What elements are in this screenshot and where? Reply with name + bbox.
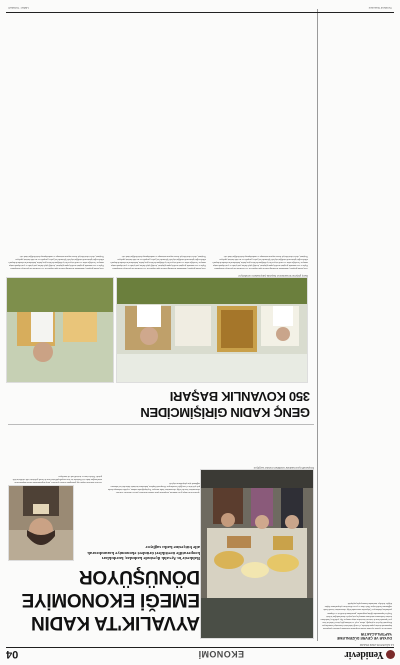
footer-rule xyxy=(6,12,394,13)
footer-right-note: Haber: Yenidevir xyxy=(8,6,29,10)
date-strip: 14 AĞUSTOS 2022 PAZAR xyxy=(359,643,394,647)
story2-caption: Genç girişimci kovanlarının başında çalışmalarını sürdürüyor. xyxy=(237,274,308,277)
story2-body-col2: Genç kadın girişimci, babasından devraldığı arıcılık işini büyüterek 350 kovanlık bir işletmeye dönüştürdü. Yayla ve ova arasında gezginci arıcılık yapan girişimci, ürettiği çiçek balını yurt içinde ve yurt dışında satışa sunuyor. Arıcılığın sabır ve emek isteyen bir iş olduğunu belirten genç kadın, kadınların bu alanda da başarılı olabileceğini göstermek istediğini söyledi. İşletmede bal, polen, propolis ve arı sütü üretimi yapılıyor. Girişimci, devlet destekleriyle kovan sayısını artırmayı ve markalaşmayı hedeflediğini ifade etti. xyxy=(110,254,206,269)
story1-portrait-photo xyxy=(8,485,74,561)
section-title: EKONOMİ xyxy=(198,649,244,659)
masthead xyxy=(6,647,394,661)
logo: Yenidevir xyxy=(344,649,384,660)
story2-headline-line2: 350 KOVANLIK BAŞARI xyxy=(170,389,310,404)
story2-body-col1: Genç kadın girişimci, babasından devraldığı arıcılık işini büyüterek 350 kovanlık bir işletmeye dönüştürdü. Yayla ve ova arasında gezginci arıcılık yapan girişimci, ürettiği çiçek balını yurt içinde ve yurt dışında satışa sunuyor. Arıcılığın sabır ve emek isteyen bir iş olduğunu belirten genç kadın, kadınların bu alanda da başarılı olabileceğini göstermek istediğini söyledi. İşletmede bal, polen, propolis ve arı sütü üretimi yapılıyor. Girişimci, devlet destekleriyle kovan sayısını artırmayı ve markalaşmayı hedeflediğini ifade etti. xyxy=(212,254,308,269)
story-separator xyxy=(8,424,314,425)
story1-body-col1: Ayvalık'ta bir araya gelen kadınlar, kooperatif çatısı altında ürettikleri yöresel ürünlerle hem aile ekonomisine hem de bölge ekonomisine katkı sunuyor. Zeytinyağından sabuna, reçelden tarhanaya kadar pek çok ürün el emeğiyle hazırlanıyor. Kooperatif başkanı, kadınların üretimde daha aktif rol almasını sağlamak için çalıştıklarını söyledi. xyxy=(107,481,200,493)
story2-portrait-photo xyxy=(6,277,114,383)
story2-body-col3: Genç kadın girişimci, babasından devraldığı arıcılık işini büyüterek 350 kovanlık bir işletmeye dönüştürdü. Yayla ve ova arasında gezginci arıcılık yapan girişimci, ürettiği çiçek balını yurt içinde ve yurt dışında satışa sunuyor. Arıcılığın sabır ve emek isteyen bir iş olduğunu belirten genç kadın, kadınların bu alanda da başarılı olabileceğini göstermek istediğini söyledi. İşletmede bal, polen, propolis ve arı sütü üretimi yapılıyor. Girişimci, devlet destekleriyle kovan sayısını artırmayı ve markalaşmayı hedeflediğini ifade etti. xyxy=(8,254,104,269)
logo-emblem-icon xyxy=(386,650,395,659)
story2-photo xyxy=(116,277,308,383)
story1-body-col2: Üretilen ürünlerin büyük ilgi gördüğünü belirten yetkililer, talep doğrultusunda üretim kapasitesinin artırılacağını ifade etti. Kadınlar ise hem sosyalleştiklerini hem de kendi gelirlerini elde ettiklerini dile getirdi. Ürünler fuar ve festivallerde de tanıtılıyor. xyxy=(12,474,102,483)
story1-headline-line3: DÖNÜŞÜYOR xyxy=(79,566,200,587)
story1-caption: Kooperatif üyesi kadınlar ürettikleri ürünleri sergiliyor. xyxy=(253,466,314,469)
column-divider xyxy=(317,9,318,641)
left-column-heading: DUYAR VE ÇEVRE DÜZENLEME YAPTIRLACAKTIR xyxy=(337,632,392,640)
story1-headline-line2: EMEĞİ EKONOMİYE xyxy=(21,589,200,610)
footer-left-note: Yenidevir Gazetesi xyxy=(368,6,392,10)
story1-headline-line1: AYVALIK'TA KADIN xyxy=(31,612,200,633)
story2-headline-line1: GENÇ KADIN GİRİŞİMCİDEN xyxy=(140,405,310,420)
story1-photo xyxy=(200,469,314,639)
page-number: 04 xyxy=(6,648,19,660)
left-column-body: Balıkesir'in Ayvalık ilçesinde kadın kooperatifi tarafından yürütülen çalışmalar kapsamında üretim yapan kadınlar, el emeği ürünlerini ekonomiye kazandırıyor. Kooperatif üyeleri zeytinyağı, sabun, reçel ve tarhana gibi yöresel ürünleri hem yerel pazarda hem de internet üzerinden satışa sunuyor. İlçe yetkilileri, kadınların üretime katılımının artırılması amacıyla yeni projeler hazırlandığını belirtti. Projeler kapsamında eğitim programları, pazarlama destekleri ve ekipman yardımları planlanıyor. Çalışmalar sonucunda bölge ekonomisine önemli katkı sağlanması hedefleniyor. İhale ilanı ve çevre düzenleme çalışmalarına ilişkin bilgiler belediye tarafından kamuoyuyla paylaşıldı. xyxy=(320,602,392,629)
story1-deck: Balıkesir'in Ayvalık ilçesinde kadınlar, kurdukları kooperatifle ürettikleri ürünleri ekonomiye kazandırarak aile bütçesine katkı sağlıyor xyxy=(87,545,200,561)
